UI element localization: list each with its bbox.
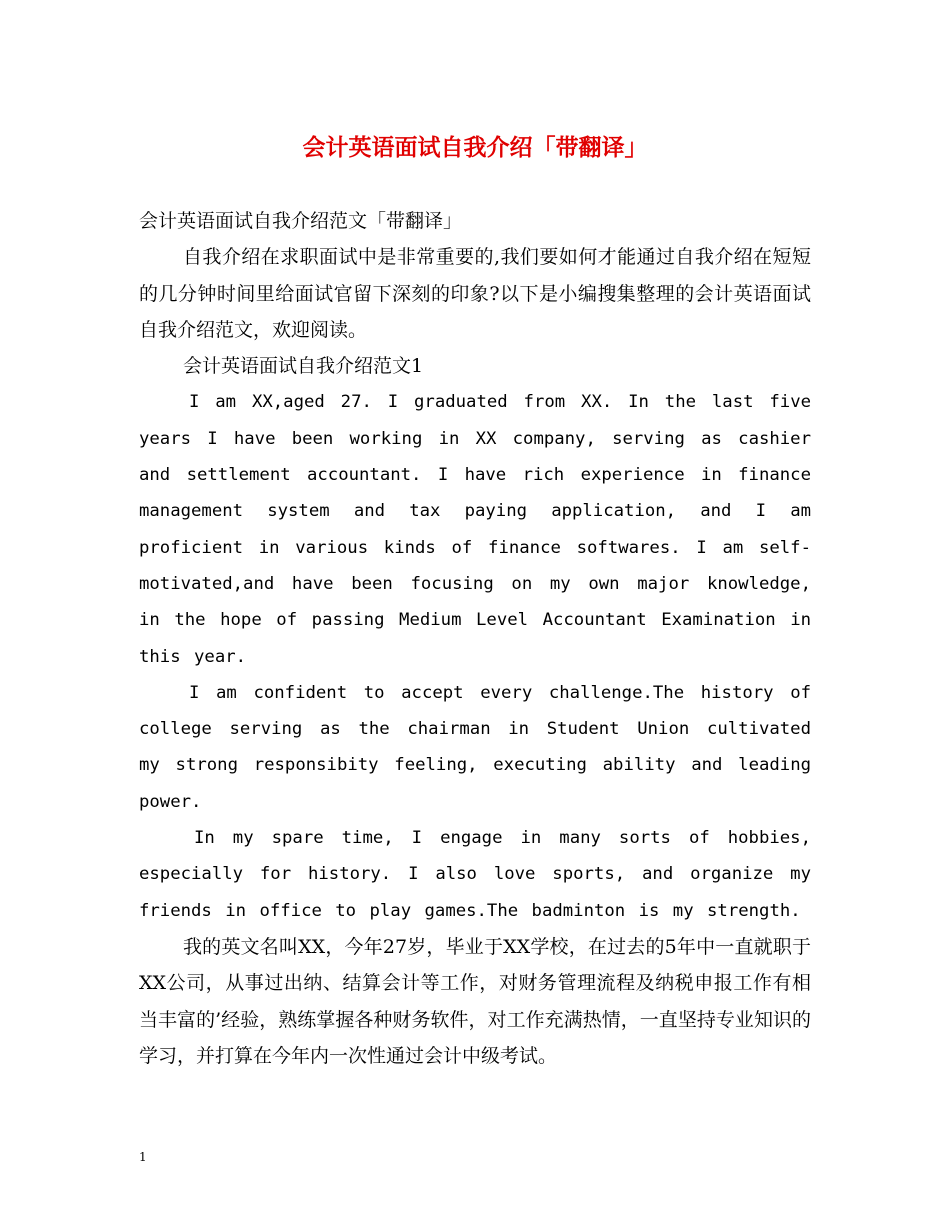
document-title: 会计英语面试自我介绍「带翻译」 [302,135,648,161]
english-paragraph-2: I am confident to accept every challenge.The history of college serving as the chairman in Student Union cultivated my strong responsibity feeling, executing ability and leading power. [139,682,811,812]
document-body [139,203,811,1074]
chinese-translation-paragraph: 我的英文名叫XX，今年27岁，毕业于XX学校，在过去的5年中一直就职于XX公司，从事过出纳、结算会计等工作，对财务管理流程及纳税申报工作有相当丰富的’经验，熟练掌握各种财务软件，对工作充满热情，一直坚持专业知识的学习，并打算在今年内一次性通过会计中级考试。 [139,935,811,1067]
section-heading: 会计英语面试自我介绍范文1 [183,355,424,378]
english-paragraph-3: In my spare time, I engage in many sorts of hobbies, especially for history. I also love sports, and organize my friends in office to play games.The badminton is my strength. [139,828,811,921]
english-paragraph-1: I am XX,aged 27. I graduated from XX. In the last five years I have been working in XX company, serving as cashier and settlement accountant. I have rich experience in finance management system and tax paying application, and I am proficient in various kinds of finance softwares. I am self-motivated,and have been focusing on my own major knowledge, in the hope of passing Medium Level Accountant Examination in this year. [139,392,811,667]
intro-paragraph: 自我介绍在求职面试中是非常重要的,我们要如何才能通过自我介绍在短短的几分钟时间里给面试官留下深刻的印象?以下是小编搜集整理的会计英语面试自我介绍范文，欢迎阅读。 [139,246,811,341]
document-subtitle: 会计英语面试自我介绍范文「带翻译」 [139,210,463,232]
page-number: 1 [139,1150,147,1164]
